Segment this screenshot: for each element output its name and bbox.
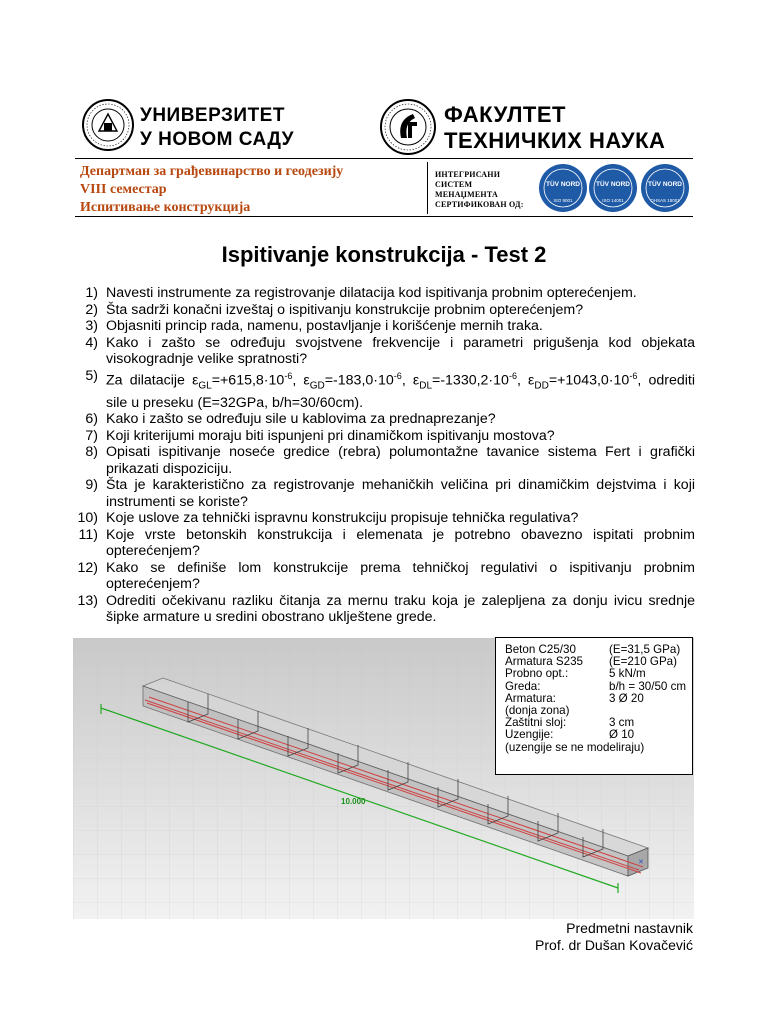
- info-value: 3 Ø 20: [609, 691, 644, 705]
- university-name-line2: У НОВОМ САДУ: [140, 129, 294, 150]
- strain-value: =+1043,0·10: [548, 372, 630, 389]
- info-value: 3 cm: [609, 716, 635, 730]
- question-item: [70, 593, 695, 626]
- question-text: Kako se definiše lom konstrukcije prema tehničkoj regulativi o ispitivanju probnim opterećenjem?: [106, 559, 695, 593]
- question-text: Odrediti očekivanu razliku čitanja za mernu traku koja je zalepljena za donju ivicu srednje šipke armature u sredini obostrano uklještene grede.: [106, 592, 695, 626]
- info-value: (E=210 GPa): [609, 655, 677, 669]
- question-text: Koje vrste betonskih konstrukcija i elemenata je potrebno obavezno ispitati probnim opterećenjem?: [106, 526, 695, 560]
- question-item: [70, 335, 695, 368]
- info-row: [505, 668, 692, 680]
- info-key: (donja zona): [505, 704, 570, 718]
- question-item: [70, 428, 695, 445]
- question-text: Objasniti princip rada, namenu, postavljanje i korišćenje mernih traka.: [106, 318, 543, 334]
- question-number: 7): [85, 427, 98, 444]
- faculty-name-line1: ФАКУЛТЕТ: [444, 102, 566, 127]
- question-item: [70, 527, 695, 560]
- question-number: 2): [85, 301, 98, 318]
- course-name: Испитивање конструкција: [80, 200, 251, 215]
- signature-role: Predmetni nastavnik: [566, 920, 693, 936]
- strain-sub: DL: [419, 380, 433, 392]
- strain-exp: -6: [508, 370, 517, 381]
- question-number: 12): [77, 559, 98, 576]
- info-row: [505, 681, 692, 693]
- badge-label: TÜV NORD: [596, 181, 630, 188]
- university-seal-icon: [81, 98, 135, 152]
- badge-code: ISO 14001: [602, 198, 624, 203]
- strain-sub: GL: [198, 380, 212, 392]
- question-text: Koji kriterijumi moraju biti ispunjeni pri dinamičkom ispitivanju mostova?: [106, 427, 555, 444]
- question-text: Šta sadrži konačni izveštaj o ispitivanju konstrukcije probnim opterećenjem?: [106, 301, 584, 318]
- header-rule-bottom: [75, 216, 693, 217]
- question-text: Opisati ispitivanje noseće gredice (rebra) polumontažne tavanice sistema Fert i grafički prikazati dispoziciju.: [106, 444, 695, 477]
- university-name: [140, 104, 294, 152]
- info-key: Armatura:: [505, 691, 556, 705]
- info-row: [505, 729, 692, 741]
- badge-label: TÜV NORD: [546, 181, 580, 188]
- info-key: Zaštitni sloj:: [505, 716, 567, 730]
- strain-intro: Za dilatacije: [106, 372, 193, 389]
- dimension-label: 10.000: [341, 797, 366, 806]
- strain-exp: -6: [629, 370, 638, 381]
- question-number: 4): [85, 334, 98, 351]
- question-number: 13): [77, 592, 98, 609]
- question-item: [70, 285, 695, 302]
- signature-block: [535, 920, 693, 954]
- badge-code: ISO 9001: [553, 198, 573, 203]
- cert-line1: ИНТЕГРИСАНИ: [435, 170, 501, 179]
- info-key: Greda:: [505, 679, 541, 693]
- info-key: Probno opt.:: [505, 667, 569, 681]
- question-text: Kako i zašto se određuju svojstvene frekvencije i parametri prigušenja kod objekata visokogradnje velike spratnosti?: [106, 334, 695, 367]
- question-item: [70, 444, 695, 477]
- question-number: 6): [85, 411, 98, 428]
- question-item: [70, 560, 695, 593]
- question-number: 5): [85, 367, 98, 384]
- support-marker-icon: ✕: [638, 859, 644, 866]
- question-list: [70, 285, 695, 626]
- department-name: Департман за грађевинарство и геодезију: [80, 164, 344, 179]
- info-key: Uzengije:: [505, 728, 554, 742]
- badge-code: OHSAS 18001: [650, 198, 680, 203]
- question-number: 3): [85, 318, 98, 334]
- question-text: Koje uslove za tehnički ispravnu konstrukciju propisuje tehnička regulativa?: [106, 510, 579, 527]
- signature-name: Prof. dr Dušan Kovačević: [535, 937, 693, 953]
- header-rule-top: [75, 158, 693, 159]
- tuv-badge-iso9001: [537, 162, 589, 214]
- badge-label: TÜV NORD: [648, 181, 682, 188]
- cert-line4: СЕРТИФИКОВАН ОД:: [435, 200, 524, 209]
- info-value: Ø 10: [609, 728, 635, 742]
- strain-sub: DD: [534, 380, 549, 392]
- question-number: 9): [85, 477, 98, 494]
- question-item: [70, 510, 695, 527]
- strain-value: =-1330,2·10: [432, 372, 509, 389]
- strain-exp: -6: [393, 370, 402, 381]
- question-text: Šta je karakteristično za registrovanje mehaničkih veličina pri dinamičkim dejstvima i koji instrumenti se koriste?: [106, 477, 695, 510]
- header-separator: [427, 162, 428, 214]
- certification-text: [435, 170, 545, 210]
- faculty-name: [444, 102, 665, 154]
- strain-value: =-183,0·10: [324, 372, 394, 389]
- strain-exp: -6: [284, 370, 293, 381]
- question-item: [70, 477, 695, 510]
- info-value: b/h = 30/50 cm: [609, 679, 687, 693]
- question-item: [70, 411, 695, 428]
- strain-sub: GD: [309, 380, 325, 392]
- question-item: [70, 318, 695, 335]
- info-value: (E=31,5 GPa): [609, 643, 681, 656]
- tuv-badge-iso14001: [587, 162, 639, 214]
- department-block: [80, 163, 420, 217]
- material-info-box: [495, 637, 693, 775]
- strain-value: =+615,8·10: [211, 372, 285, 389]
- faculty-name-line2: ТЕХНИЧКИХ НАУКА: [444, 128, 666, 153]
- semester: VIII семестар: [80, 182, 167, 197]
- university-name-line1: УНИВЕРЗИТЕТ: [140, 105, 285, 126]
- question-number: 11): [78, 526, 98, 543]
- question-text: Navesti instrumente za registrovanje dilatacija kod ispitivanja probnim opterećenjem.: [106, 285, 637, 301]
- question-number: 8): [85, 444, 98, 461]
- info-key: Beton C25/30: [505, 643, 576, 656]
- faculty-seal-icon: [379, 98, 437, 156]
- question-item: [70, 368, 695, 412]
- info-value: 5 kN/m: [609, 667, 646, 681]
- letterhead: [75, 92, 693, 220]
- question-text-strains: Za dilatacije $\varepsilon_{GL}=+615,8\cdot 10^{-6}$, $\varepsilon_{GD}=-183,0\cdot 10^{-6}$, $\varepsilon_{DL}=-1330,2\cdot 10^{-6}$, $\varepsilon_{DD}=+1043,0\cdot 10^{-6}$, odrediti sile u preseku (E=32GPa, b/h=30/60cm).: [106, 370, 695, 411]
- cert-line2: СИСТЕМ: [435, 180, 473, 189]
- tuv-badge-ohsas18001: [639, 162, 691, 214]
- info-key: Armatura S235: [505, 655, 583, 669]
- page-title: Ispitivanje konstrukcija - Test 2: [221, 242, 547, 267]
- question-number: 1): [85, 285, 98, 301]
- cert-line3: МЕНАЏМЕНТА: [435, 190, 498, 199]
- question-text: Kako i zašto se određuju sile u kablovima za prednaprezanje?: [106, 411, 496, 428]
- info-row: [505, 742, 692, 754]
- question-number: 10): [77, 510, 98, 527]
- question-item: [70, 302, 695, 319]
- info-key: (uzengije se ne modeliraju): [505, 740, 645, 754]
- strain-rest: odrediti sile u preseku (E=32GPa, b/h=30/60cm).: [106, 372, 695, 411]
